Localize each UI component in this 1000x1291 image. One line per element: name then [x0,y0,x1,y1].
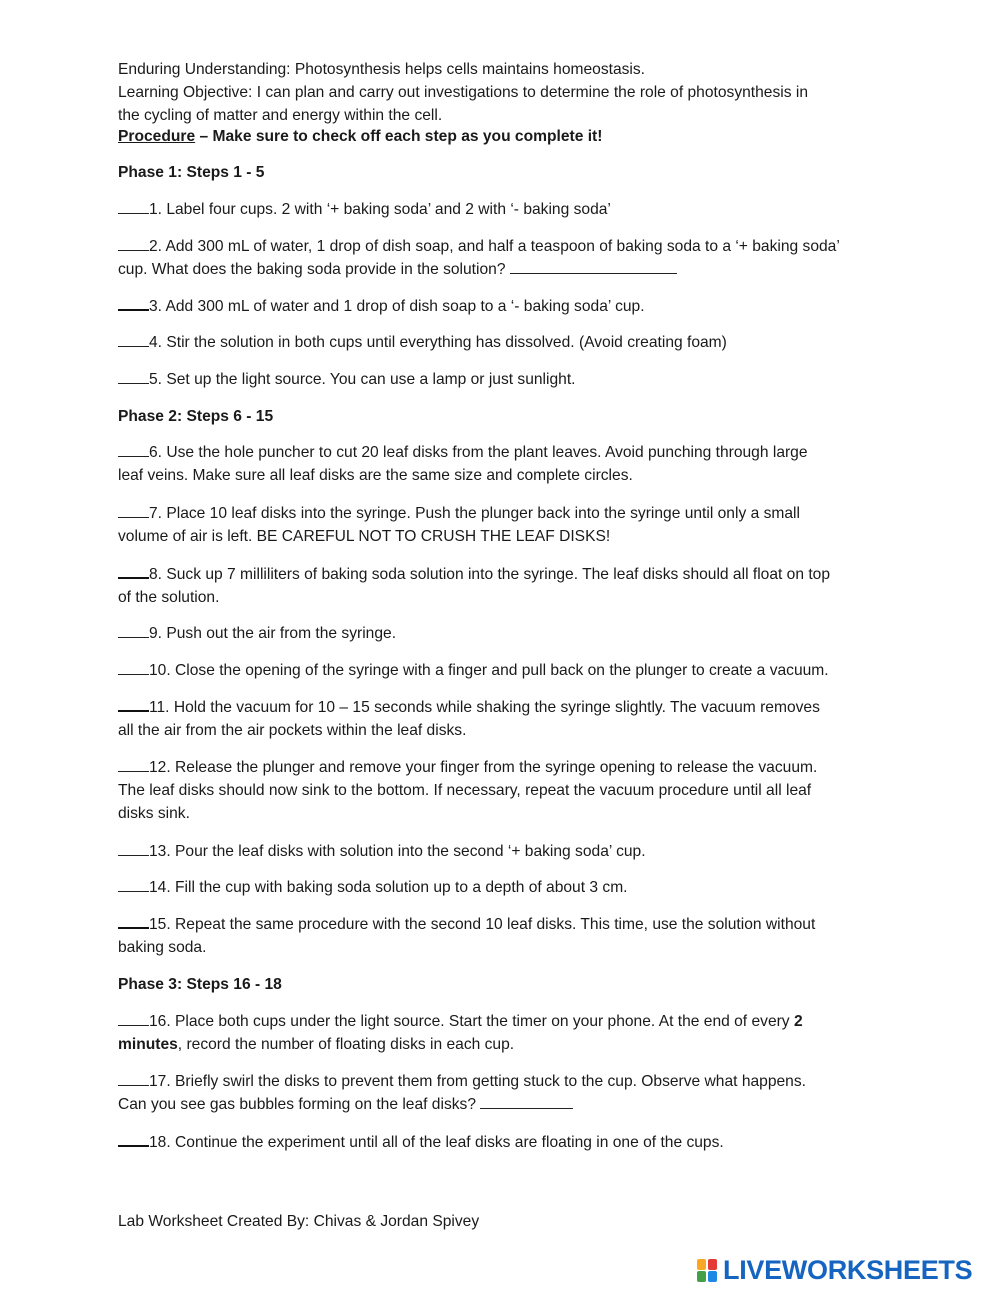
step-13 [118,840,646,863]
step-text: 15. Repeat the same procedure with the second 10 leaf disks. This time, use the solution without [149,916,816,933]
step-bold-unit: minutes [118,1036,178,1053]
step-text: 4. Stir the solution in both cups until everything has dissolved. (Avoid creating foam) [149,334,727,351]
phase-3-title: Phase 3: Steps 16 - 18 [118,976,282,993]
step-4 [118,331,727,354]
checkbox-blank[interactable] [118,369,149,384]
step-text: 14. Fill the cup with baking soda solution up to a depth of about 3 cm. [149,879,628,896]
step-8-cont: of the solution. [118,589,220,606]
step-text: 17. Briefly swirl the disks to prevent them from getting stuck to the cup. Observe what happens. [149,1073,806,1090]
step-15 [118,913,815,936]
step-12-cont-1: The leaf disks should now sink to the bottom. If necessary, repeat the vacuum procedure until all leaf [118,782,812,799]
checkbox-blank[interactable] [118,503,149,518]
checkbox-blank[interactable] [118,442,149,457]
step-text: 1. Label four cups. 2 with ‘+ baking soda’ and 2 with ‘- baking soda’ [149,201,611,218]
step-12-cont-2: disks sink. [118,805,190,822]
liveworksheets-brand-text: LIVEWORKSHEETS [723,1254,973,1285]
checkbox-blank[interactable] [118,913,149,929]
checkbox-blank[interactable] [118,660,149,675]
checkbox-blank[interactable] [118,236,149,251]
procedure-heading [118,125,602,148]
step-text: 8. Suck up 7 milliliters of baking soda solution into the syringe. The leaf disks should all float on top [149,566,831,583]
step-1 [118,198,611,221]
step-text: 12. Release the plunger and remove your finger from the syringe opening to release the vacuum. [149,759,818,776]
checkbox-blank[interactable] [118,1131,149,1147]
step-8 [118,563,830,586]
step-text: 6. Use the hole puncher to cut 20 leaf disks from the plant leaves. Avoid punching through large [149,444,808,461]
step-2 [118,235,840,258]
step-text: 16. Place both cups under the light source. Start the timer on your phone. At the end of every [149,1013,794,1030]
answer-input-gas-bubbles[interactable] [480,1094,573,1109]
step-17 [118,1070,806,1093]
learning-objective-line-2: the cycling of matter and energy within the cell. [118,107,443,124]
step-14 [118,876,628,899]
step-11-cont: all the air from the air pockets within the leaf disks. [118,722,467,739]
step-16 [118,1010,803,1033]
step-text: , record the number of floating disks in each cup. [177,1036,515,1053]
checkbox-blank[interactable] [118,563,149,579]
step-text: 5. Set up the light source. You can use a lamp or just sunlight. [149,371,576,388]
checkbox-blank[interactable] [118,199,149,214]
learning-objective-line-1: Learning Objective: I can plan and carry out investigations to determine the role of photosynthesis in [118,84,808,101]
step-5 [118,368,576,391]
step-9 [118,622,396,645]
step-6 [118,441,808,464]
liveworksheets-logo-icon [697,1257,719,1283]
step-12 [118,756,817,779]
answer-input-baking-soda[interactable] [510,259,677,274]
step-text: 10. Close the opening of the syringe with a finger and pull back on the plunger to create a vacuum. [149,662,829,679]
checkbox-blank[interactable] [118,757,149,772]
procedure-label: Procedure [118,128,196,145]
checkbox-blank[interactable] [118,295,149,311]
step-text: 2. Add 300 mL of water, 1 drop of dish soap, and half a teaspoon of baking soda to a ‘+ baking soda’ [149,238,840,255]
step-text: 3. Add 300 mL of water and 1 drop of dish soap to a ‘- baking soda’ cup. [149,298,645,315]
step-15-cont: baking soda. [118,939,207,956]
step-text: 11. Hold the vacuum for 10 – 15 seconds while shaking the syringe slightly. The vacuum removes [149,699,820,716]
checkbox-blank[interactable] [118,1011,149,1026]
step-7 [118,502,800,525]
step-text: 7. Place 10 leaf disks into the syringe. Push the plunger back into the syringe until only a small [149,505,800,522]
step-11 [118,696,820,719]
step-text: 13. Pour the leaf disks with solution into the second ‘+ baking soda’ cup. [149,843,646,860]
checkbox-blank[interactable] [118,332,149,347]
footer-credit: Lab Worksheet Created By: Chivas & Jordan Spivey [118,1213,480,1230]
step-text: 9. Push out the air from the syringe. [149,625,397,642]
step-6-cont: leaf veins. Make sure all leaf disks are the same size and complete circles. [118,467,633,484]
checkbox-blank[interactable] [118,1071,149,1086]
checkbox-blank[interactable] [118,841,149,856]
step-16-cont [118,1033,514,1056]
step-3 [118,295,645,318]
checkbox-blank[interactable] [118,623,149,638]
step-17-cont [118,1093,573,1116]
step-bold-number: 2 [793,1013,803,1030]
step-18 [118,1131,724,1154]
phase-1-title: Phase 1: Steps 1 - 5 [118,164,265,181]
step-10 [118,659,829,682]
phase-2-title: Phase 2: Steps 6 - 15 [118,408,274,425]
checkbox-blank[interactable] [118,696,149,712]
step-text: Can you see gas bubbles forming on the leaf disks? [118,1096,477,1113]
step-7-cont: volume of air is left. BE CAREFUL NOT TO CRUSH THE LEAF DISKS! [118,528,611,545]
procedure-instruction: – Make sure to check off each step as you complete it! [195,128,603,145]
liveworksheets-logo [697,1254,972,1286]
step-text: 18. Continue the experiment until all of the leaf disks are floating in one of the cups. [149,1134,724,1151]
step-text: cup. What does the baking soda provide in the solution? [118,261,506,278]
checkbox-blank[interactable] [118,877,149,892]
enduring-understanding: Enduring Understanding: Photosynthesis helps cells maintains homeostasis. [118,61,646,78]
step-2-cont [118,258,677,281]
